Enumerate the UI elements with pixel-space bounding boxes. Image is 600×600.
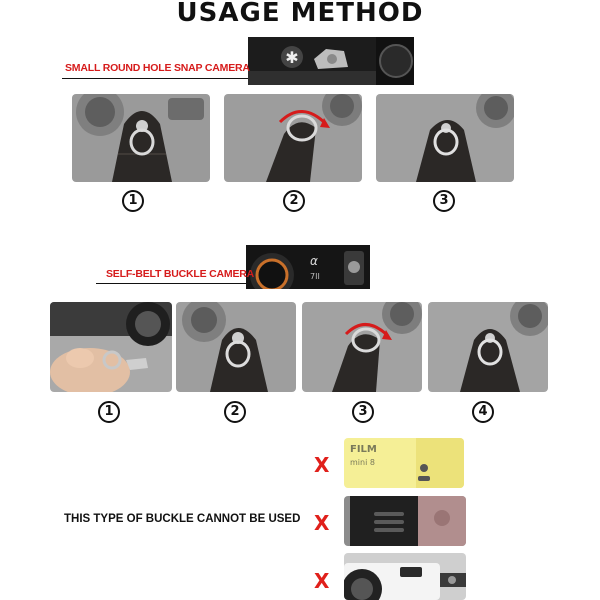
belt-buckle-section-divider bbox=[96, 283, 246, 284]
incompatible-x-icon-1: X bbox=[314, 453, 330, 477]
belt-buckle-section-label: SELF-BELT BUCKLE CAMERA bbox=[106, 268, 255, 280]
belt-buckle-step-1-number: 1 bbox=[98, 401, 120, 423]
small-hole-step-1-photo bbox=[72, 94, 210, 182]
belt-buckle-step-4-photo bbox=[428, 302, 548, 392]
belt-buckle-step-2-photo bbox=[176, 302, 296, 392]
small-hole-section-label: SMALL ROUND HOLE SNAP CAMERA bbox=[65, 62, 250, 74]
camera-top-image-1 bbox=[248, 37, 414, 85]
instax-model-text: mini 8 bbox=[350, 458, 375, 467]
instax-brand-text: FILM bbox=[350, 444, 377, 455]
instax-camera-body-graphic bbox=[344, 438, 464, 488]
incompatible-x-icon-3: X bbox=[314, 569, 330, 593]
camera-top-image-2 bbox=[246, 245, 370, 289]
svg-text:7II: 7II bbox=[310, 272, 320, 281]
white-compact-camera-image bbox=[344, 553, 466, 600]
page-title: USAGE METHOD bbox=[176, 0, 424, 28]
small-hole-step-1-number: 1 bbox=[122, 190, 144, 212]
svg-text:α: α bbox=[310, 254, 318, 268]
belt-buckle-step-3-photo bbox=[302, 302, 422, 392]
small-hole-step-3-photo bbox=[376, 94, 514, 182]
camera-side-lug-image bbox=[344, 496, 466, 546]
instax-camera-image bbox=[344, 438, 464, 488]
small-hole-section-divider bbox=[62, 78, 248, 79]
belt-buckle-step-2-number: 2 bbox=[224, 401, 246, 423]
small-hole-step-2-photo bbox=[224, 94, 362, 182]
belt-buckle-step-4-number: 4 bbox=[472, 401, 494, 423]
small-hole-step-3-number: 3 bbox=[433, 190, 455, 212]
belt-buckle-step-3-number: 3 bbox=[352, 401, 374, 423]
incompatible-buckle-notice: THIS TYPE OF BUCKLE CANNOT BE USED bbox=[64, 513, 301, 525]
incompatible-x-icon-2: X bbox=[314, 511, 330, 535]
belt-buckle-step-1-photo bbox=[50, 302, 172, 392]
svg-text:✱: ✱ bbox=[285, 48, 299, 67]
small-hole-step-2-number: 2 bbox=[283, 190, 305, 212]
